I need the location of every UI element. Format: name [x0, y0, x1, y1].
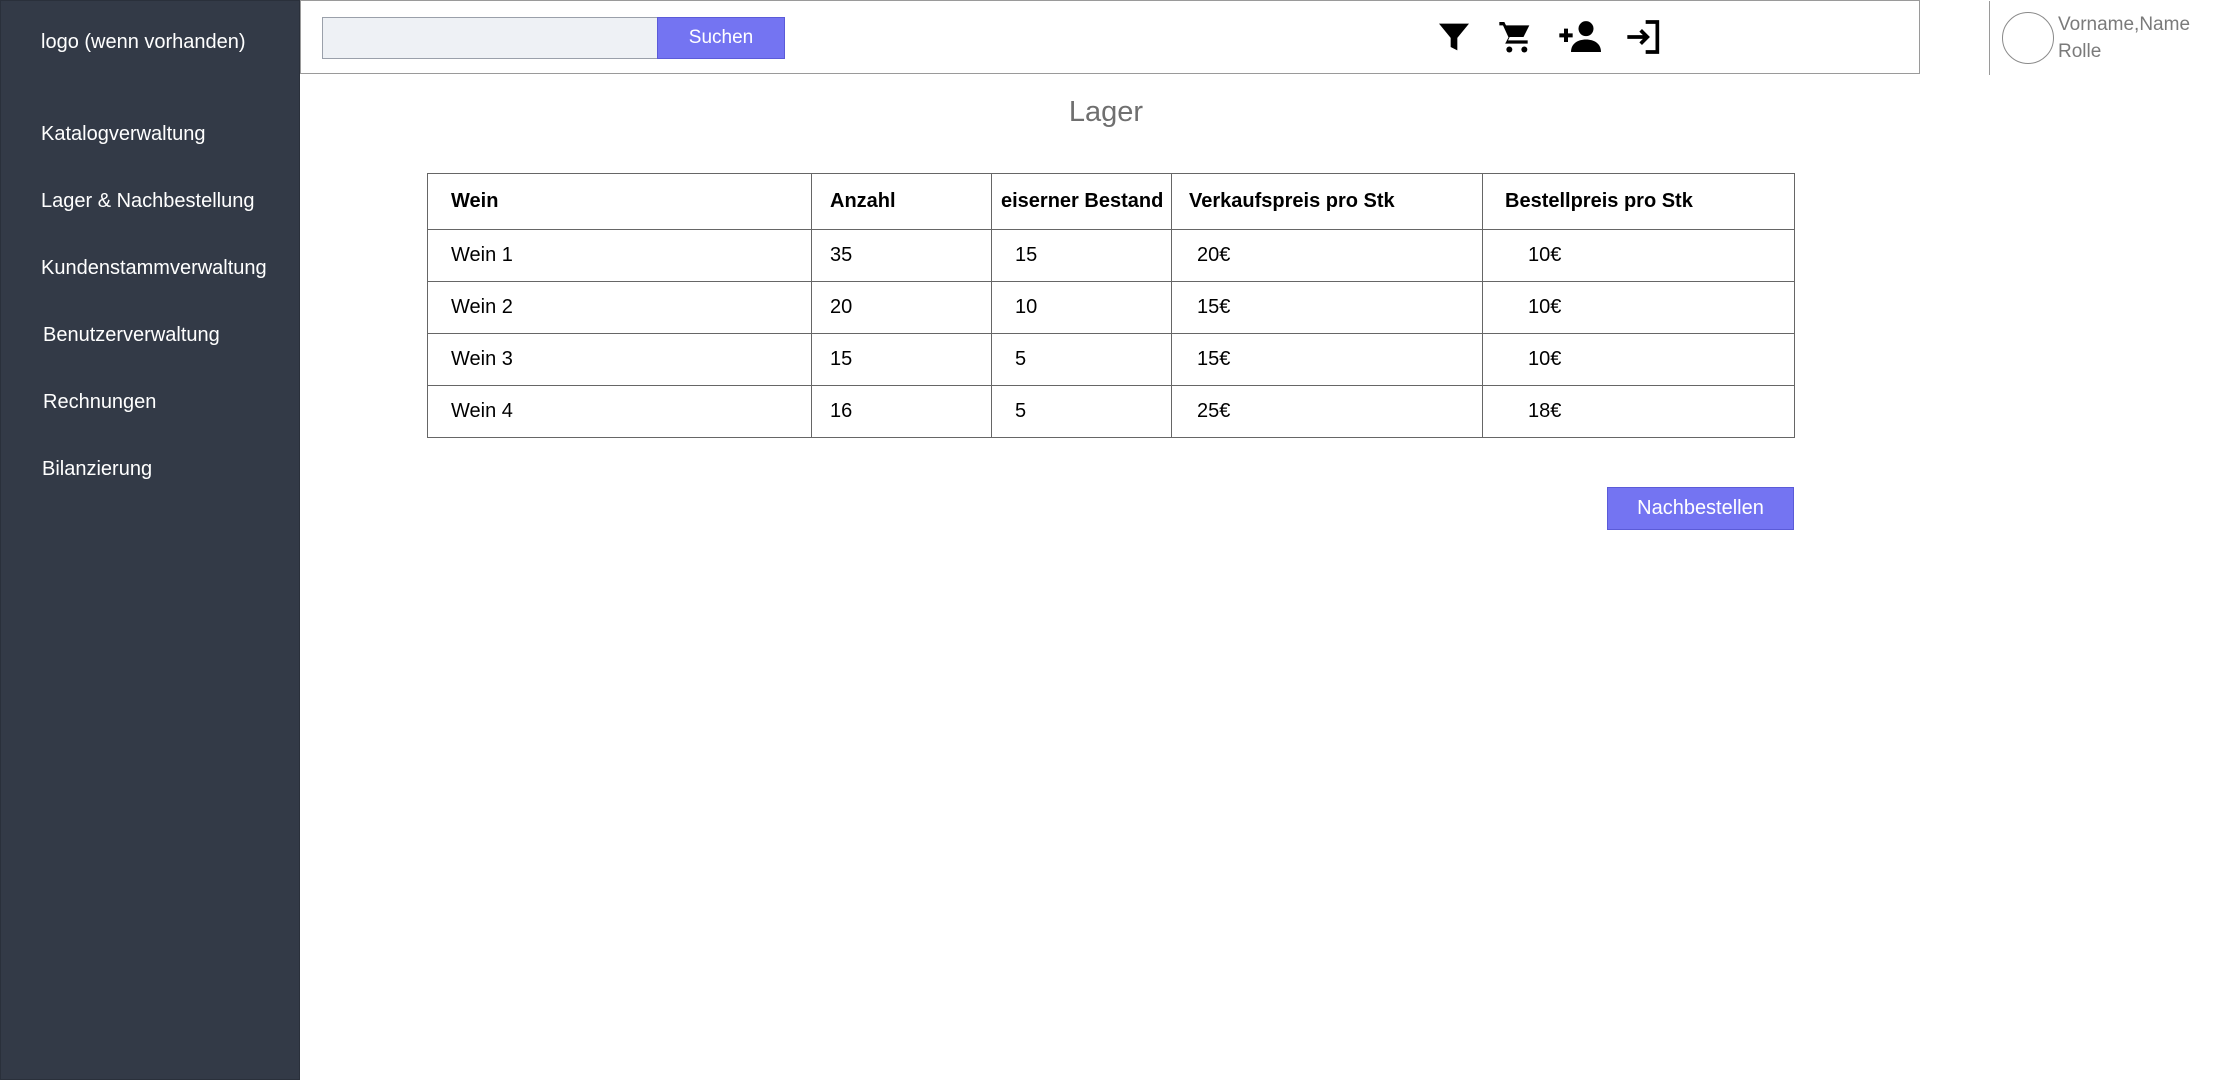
column-header-verkaufspreis: Verkaufspreis pro Stk	[1172, 174, 1483, 230]
column-header-anzahl: Anzahl	[812, 174, 992, 230]
table-row[interactable]	[428, 334, 1795, 386]
filter-icon[interactable]	[1434, 17, 1474, 57]
reorder-button[interactable]: Nachbestellen	[1607, 487, 1794, 530]
avatar	[2002, 12, 2054, 64]
cell-verkaufspreis: 25€	[1172, 386, 1483, 438]
logo: logo (wenn vorhanden)	[41, 31, 246, 53]
table-row[interactable]	[428, 386, 1795, 438]
cell-eiserner-bestand: 5	[992, 334, 1172, 386]
cell-verkaufspreis: 20€	[1172, 230, 1483, 282]
sidebar-item-bilanzierung[interactable]: Bilanzierung	[42, 458, 153, 480]
cell-wein: Wein 1	[428, 230, 812, 282]
cell-eiserner-bestand: 15	[992, 230, 1172, 282]
stock-table	[427, 173, 1795, 438]
cell-bestellpreis: 10€	[1483, 230, 1795, 282]
sidebar-item-benutzerverwaltung[interactable]: Benutzerverwaltung	[43, 324, 220, 346]
search-input[interactable]	[322, 17, 658, 59]
column-header-bestellpreis: Bestellpreis pro Stk	[1483, 174, 1795, 230]
cell-verkaufspreis: 15€	[1172, 334, 1483, 386]
cell-anzahl: 35	[812, 230, 992, 282]
cell-anzahl: 16	[812, 386, 992, 438]
cell-eiserner-bestand: 10	[992, 282, 1172, 334]
column-header-eiserner-bestand: eiserner Bestand	[992, 174, 1172, 230]
table-row[interactable]	[428, 282, 1795, 334]
page-title: Lager	[1068, 96, 1144, 128]
cell-bestellpreis: 10€	[1483, 282, 1795, 334]
user-name: Vorname,Name	[2058, 14, 2191, 35]
cell-wein: Wein 4	[428, 386, 812, 438]
column-header-wein: Wein	[428, 174, 812, 230]
sidebar-item-katalogverwaltung[interactable]: Katalogverwaltung	[41, 123, 206, 145]
cell-bestellpreis: 18€	[1483, 386, 1795, 438]
cell-eiserner-bestand: 5	[992, 386, 1172, 438]
cell-anzahl: 15	[812, 334, 992, 386]
login-icon[interactable]	[1624, 17, 1664, 57]
table-header-row	[428, 174, 1795, 230]
cell-bestellpreis: 10€	[1483, 334, 1795, 386]
search-button[interactable]: Suchen	[657, 17, 785, 59]
sidebar-item-kundenstammverwaltung[interactable]: Kundenstammverwaltung	[41, 257, 267, 279]
cell-verkaufspreis: 15€	[1172, 282, 1483, 334]
cell-anzahl: 20	[812, 282, 992, 334]
add-user-icon[interactable]	[1559, 17, 1603, 57]
sidebar-item-lager[interactable]: Lager & Nachbestellung	[41, 190, 255, 212]
sidebar-item-rechnungen[interactable]: Rechnungen	[43, 391, 157, 413]
cell-wein: Wein 3	[428, 334, 812, 386]
user-profile[interactable]	[1989, 1, 2221, 75]
cart-icon[interactable]	[1496, 17, 1536, 57]
table-row[interactable]	[428, 230, 1795, 282]
sidebar	[0, 0, 300, 1080]
top-bar	[300, 0, 2191, 74]
cell-wein: Wein 2	[428, 282, 812, 334]
user-role: Rolle	[2058, 41, 2102, 62]
